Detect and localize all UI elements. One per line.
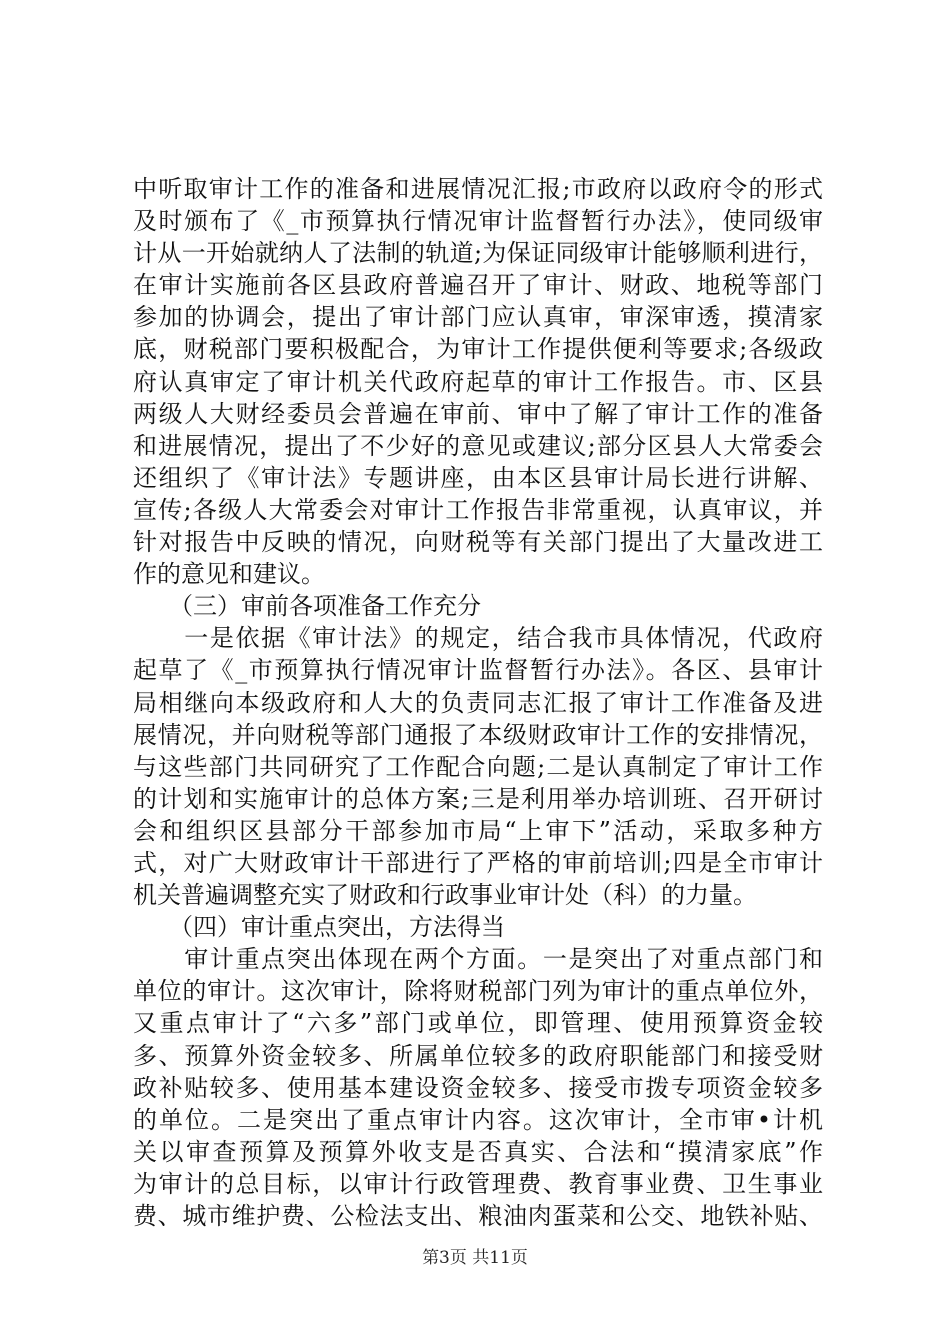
body-line: 府认真审定了审计机关代政府起草的审计工作报告。市、区县 [133,367,823,396]
body-line: （四）审计重点突出，方法得当 [133,913,505,942]
body-line: 还组织了《审计法》专题讲座，由本区县审计局长进行讲解、 [133,463,823,492]
body-line: 和进展情况，提出了不少好的意见或建议;部分区县人大常委会 [133,431,823,460]
body-line: 为审计的总目标，以审计行政管理费、教育事业费、卫生事业 [133,1169,823,1198]
body-line: 在审计实施前各区县政府普遍召开了审计、财政、地税等部门 [133,271,823,300]
body-line: （三）审前各项准备工作充分 [133,592,481,621]
body-line: 起草了《_市预算执行情况审计监督暂行办法》。各区、县审计 [133,656,823,685]
body-line: 会和组织区县部分干部参加市局“上审下”活动，采取多种方 [133,816,823,845]
document-body [133,173,823,1232]
body-line: 针对报告中反映的情况，向财税等有关部门提出了大量改进工 [133,528,823,557]
body-line: 计从一开始就纳人了法制的轨道;为保证同级审计能够顺利进行， [133,239,823,268]
body-line: 式，对广大财政审计干部进行了严格的审前培训;四是全市审计 [133,848,823,877]
body-line: 及时颁布了《_市预算执行情况审计监督暂行办法》，使同级审 [133,207,823,236]
body-line: 展情况，并向财税等部门通报了本级财政审计工作的安排情况， [133,720,823,749]
body-line: 一是依据《审计法》的规定，结合我市具体情况，代政府 [133,624,823,653]
body-line: 与这些部门共同研究了工作配合向题;二是认真制定了审计工作 [133,752,823,781]
page-footer: 第3页 共11页 [422,1248,528,1268]
body-line: 多、预算外资金较多、所属单位较多的政府职能部门和接受财 [133,1041,823,1070]
body-line: 费、城市维护费、公检法支出、粮油肉蛋菜和公交、地铁补贴、 [133,1202,823,1230]
body-line: 宣传;各级人大常委会对审计工作报告非常重视，认真审议，并 [133,495,823,524]
body-line: 关以审查预算及预算外收支是否真实、合法和“摸清家底”作 [133,1137,823,1166]
body-line: 中听取审计工作的准备和进展情况汇报;市政府以政府令的形式 [133,175,823,203]
body-line: 机关普遍调整充实了财政和行政事业审计处（科）的力量。 [133,881,757,910]
body-line: 两级人大财经委员会普遍在审前、审中了解了审计工作的准备 [133,399,823,428]
body-line: 参加的协调会，提出了审计部门应认真审，审深审透，摸清家 [133,303,823,332]
body-line: 单位的审计。这次审计，除将财税部门列为审计的重点单位外， [133,977,823,1006]
body-line: 政补贴较多、使用基本建设资金较多、接受市拨专项资金较多 [133,1073,823,1102]
body-line: 审计重点突出体现在两个方面。一是突出了对重点部门和 [133,945,823,974]
body-line: 又重点审计了“六多”部门或单位，即管理、使用预算资金较 [133,1009,823,1038]
body-line: 底，财税部门要积极配合，为审计工作提供便利等要求;各级政 [133,335,823,364]
body-line: 的计划和实施审计的总体方案;三是利用举办培训班、召开研讨 [133,784,823,813]
body-line: 的单位。二是突出了重点审计内容。这次审计，全市审•计机 [133,1105,823,1134]
body-line: 作的意见和建议。 [133,560,325,589]
body-line: 局相继向本级政府和人大的负责同志汇报了审计工作准备及进 [133,688,823,717]
